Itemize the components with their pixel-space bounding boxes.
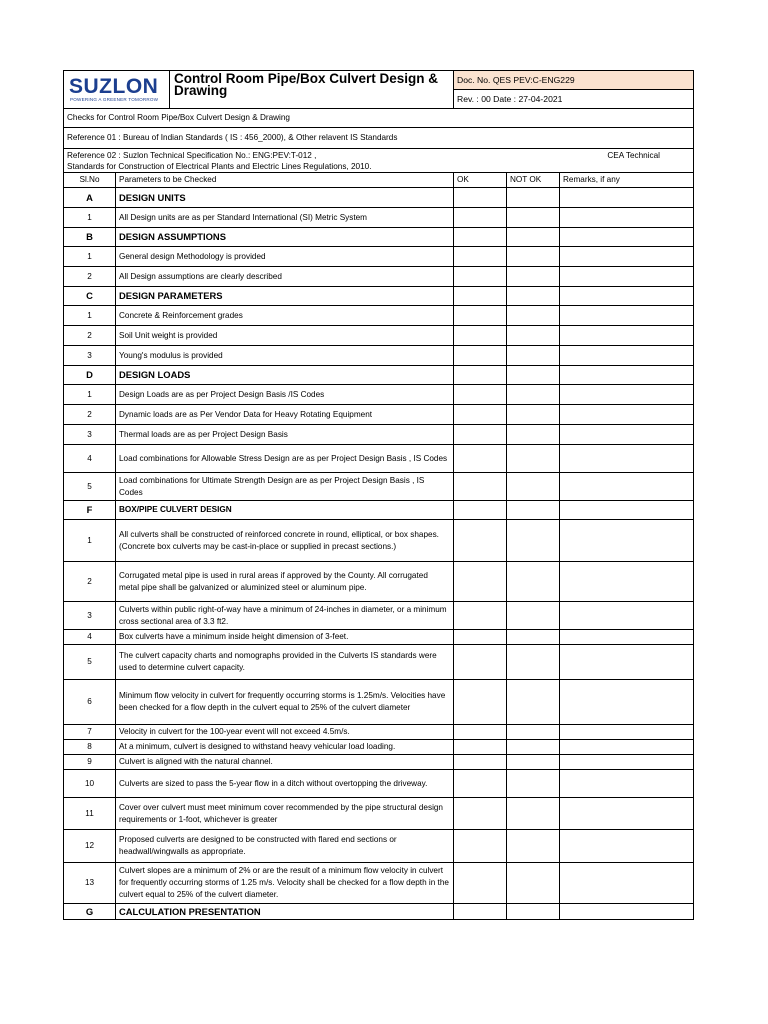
row-parameter: Thermal loads are as per Project Design Basis [116,425,454,445]
row-slno: 8 [64,740,116,755]
ok-check-cell[interactable] [454,645,507,680]
ok-check-cell[interactable] [454,904,507,920]
table-row [64,725,694,740]
table-row [64,680,694,725]
ok-check-cell[interactable] [454,267,507,287]
remarks-cell[interactable] [560,725,694,740]
remarks-cell[interactable] [560,326,694,346]
remarks-cell[interactable] [560,602,694,630]
col-not-ok: NOT OK [507,173,560,188]
table-row [64,602,694,630]
row-slno: 6 [64,680,116,725]
remarks-cell[interactable] [560,247,694,267]
col-parameters: Parameters to be Checked [116,173,454,188]
row-slno: 10 [64,770,116,798]
ok-check-cell[interactable] [454,562,507,602]
row-slno: F [64,501,116,520]
ok-check-cell[interactable] [454,680,507,725]
remarks-cell[interactable] [560,830,694,863]
ok-check-cell[interactable] [454,287,507,306]
row-slno: 2 [64,326,116,346]
reference-2-cell [64,149,694,173]
row-parameter: Corrugated metal pipe is used in rural areas if approved by the County. All corrugated metal pipe shall be galvanized or aluminized steel or aluminum pipe. [116,562,454,602]
section-row [64,228,694,247]
remarks-cell[interactable] [560,306,694,326]
not-ok-check-cell[interactable] [507,770,560,798]
not-ok-check-cell[interactable] [507,630,560,645]
ok-check-cell[interactable] [454,326,507,346]
ok-check-cell[interactable] [454,405,507,425]
table-row [64,326,694,346]
row-parameter: Culvert slopes are a minimum of 2% or are the result of a minimum flow velocity in culvert for frequently occurring storms of 1.25 m/s. Velocity shall be checked for a flow depth in the culvert equal to 25% of the culvert diameter. [116,863,454,904]
header-row-1 [64,71,694,90]
table-row [64,645,694,680]
not-ok-check-cell[interactable] [507,306,560,326]
section-title: CALCULATION PRESENTATION [116,904,454,920]
document-title: Control Room Pipe/Box Culvert Design & Drawing [174,71,439,98]
remarks-cell[interactable] [560,366,694,385]
row-parameter: Concrete & Reinforcement grades [116,306,454,326]
ok-check-cell[interactable] [454,385,507,405]
section-row [64,904,694,920]
not-ok-check-cell[interactable] [507,863,560,904]
not-ok-check-cell[interactable] [507,228,560,247]
ok-check-cell[interactable] [454,366,507,385]
row-slno: 12 [64,830,116,863]
ok-check-cell[interactable] [454,602,507,630]
reference-2-continuation: Standards for Construction of Electrical Plants and Electric Lines Regulations, 2010. [67,162,372,171]
remarks-cell[interactable] [560,228,694,247]
not-ok-check-cell[interactable] [507,520,560,562]
row-slno: C [64,287,116,306]
table-row [64,208,694,228]
row-slno: 1 [64,208,116,228]
row-parameter: Load combinations for Ultimate Strength Design are as per Project Design Basis , IS Codes [116,473,454,501]
remarks-cell[interactable] [560,520,694,562]
ok-check-cell[interactable] [454,740,507,755]
not-ok-check-cell[interactable] [507,287,560,306]
row-slno: 11 [64,798,116,830]
table-row [64,770,694,798]
not-ok-check-cell[interactable] [507,501,560,520]
not-ok-check-cell[interactable] [507,247,560,267]
row-parameter: Young's modulus is provided [116,346,454,366]
logo-wordmark: SUZLON [69,74,159,98]
header-title-block [64,71,454,109]
ok-check-cell[interactable] [454,208,507,228]
table-row [64,473,694,501]
reference-1-text: Reference 01 : Bureau of Indian Standards ( IS : 456_2000), & Other relavent IS Standards [64,128,694,149]
row-parameter: Culvert is aligned with the natural channel. [116,755,454,770]
not-ok-check-cell[interactable] [507,405,560,425]
not-ok-check-cell[interactable] [507,798,560,830]
row-slno: 4 [64,630,116,645]
remarks-cell[interactable] [560,188,694,208]
ok-check-cell[interactable] [454,445,507,473]
table-row [64,385,694,405]
ok-check-cell[interactable] [454,228,507,247]
row-parameter: Minimum flow velocity in culvert for frequently occurring storms is 1.25m/s. Velocities have been checked for a flow depth in the culvert equal to 25% of the culvert diameter [116,680,454,725]
not-ok-check-cell[interactable] [507,725,560,740]
table-row [64,306,694,326]
section-title: DESIGN ASSUMPTIONS [116,228,454,247]
table-row [64,520,694,562]
ok-check-cell[interactable] [454,520,507,562]
not-ok-check-cell[interactable] [507,740,560,755]
row-slno: 2 [64,562,116,602]
row-slno: 1 [64,385,116,405]
row-parameter: At a minimum, culvert is designed to withstand heavy vehicular load loading. [116,740,454,755]
not-ok-check-cell[interactable] [507,188,560,208]
row-parameter: Culverts are sized to pass the 5-year flow in a ditch without overtopping the driveway. [116,770,454,798]
remarks-cell[interactable] [560,798,694,830]
not-ok-check-cell[interactable] [507,680,560,725]
ok-check-cell[interactable] [454,630,507,645]
table-row [64,830,694,863]
row-slno: G [64,904,116,920]
table-row [64,346,694,366]
ok-check-cell[interactable] [454,188,507,208]
remarks-cell[interactable] [560,645,694,680]
ok-check-cell[interactable] [454,306,507,326]
ok-check-cell[interactable] [454,863,507,904]
row-parameter: All Design assumptions are clearly described [116,267,454,287]
row-slno: 2 [64,405,116,425]
remarks-cell[interactable] [560,473,694,501]
col-ok: OK [454,173,507,188]
row-slno: 7 [64,725,116,740]
not-ok-check-cell[interactable] [507,830,560,863]
row-slno: 2 [64,267,116,287]
row-slno: D [64,366,116,385]
row-slno: 13 [64,863,116,904]
row-parameter: General design Methodology is provided [116,247,454,267]
section-row [64,188,694,208]
remarks-cell[interactable] [560,680,694,725]
logo-tagline: POWERING A GREENER TOMORROW [70,96,159,102]
row-parameter: Cover over culvert must meet minimum cover recommended by the pipe structural design requirements or 1-foot, whichever is greater [116,798,454,830]
table-row [64,562,694,602]
column-header-row [64,173,694,188]
not-ok-check-cell[interactable] [507,326,560,346]
section-title: DESIGN LOADS [116,366,454,385]
section-row [64,501,694,520]
doc-number: Doc. No. QES PEV:C-ENG229 [454,71,694,90]
checks-for-row [64,109,694,128]
col-remarks: Remarks, if any [560,173,694,188]
row-parameter: Load combinations for Allowable Stress Design are as per Project Design Basis , IS Codes [116,445,454,473]
section-title: DESIGN UNITS [116,188,454,208]
section-title: BOX/PIPE CULVERT DESIGN [116,501,454,520]
row-parameter: Design Loads are as per Project Design Basis /IS Codes [116,385,454,405]
ok-check-cell[interactable] [454,501,507,520]
checklist-table [63,70,694,920]
table-row [64,405,694,425]
ok-check-cell[interactable] [454,425,507,445]
table-row [64,267,694,287]
table-row [64,425,694,445]
row-parameter: The culvert capacity charts and nomographs provided in the Culverts IS standards were used to determine culvert capacity. [116,645,454,680]
row-parameter: Culverts within public right-of-way have a minimum of 24-inches in diameter, or a minimum cross sectional area of 3.3 ft2. [116,602,454,630]
checks-for-text: Checks for Control Room Pipe/Box Culvert Design & Drawing [64,109,694,128]
row-slno: B [64,228,116,247]
remarks-cell[interactable] [560,501,694,520]
row-slno: 1 [64,306,116,326]
row-slno: 5 [64,645,116,680]
remarks-cell[interactable] [560,562,694,602]
col-slno: Sl.No [64,173,116,188]
table-row [64,863,694,904]
remarks-cell[interactable] [560,770,694,798]
row-slno: 4 [64,445,116,473]
not-ok-check-cell[interactable] [507,755,560,770]
not-ok-check-cell[interactable] [507,208,560,228]
ok-check-cell[interactable] [454,247,507,267]
remarks-cell[interactable] [560,346,694,366]
row-parameter: Box culverts have a minimum inside height dimension of 3-feet. [116,630,454,645]
not-ok-check-cell[interactable] [507,346,560,366]
row-parameter: All culverts shall be constructed of reinforced concrete in round, elliptical, or box shapes. (Concrete box culverts may be cast-in-place or supplied in precast sections.) [116,520,454,562]
row-slno: 3 [64,346,116,366]
not-ok-check-cell[interactable] [507,562,560,602]
row-parameter: All Design units are as per Standard International (SI) Metric System [116,208,454,228]
ok-check-cell[interactable] [454,346,507,366]
row-slno: A [64,188,116,208]
not-ok-check-cell[interactable] [507,904,560,920]
remarks-cell[interactable] [560,904,694,920]
row-slno: 3 [64,602,116,630]
remarks-cell[interactable] [560,385,694,405]
table-row [64,247,694,267]
remarks-cell[interactable] [560,208,694,228]
not-ok-check-cell[interactable] [507,425,560,445]
checklist-sheet [63,70,693,920]
remarks-cell[interactable] [560,267,694,287]
remarks-cell[interactable] [560,630,694,645]
ok-check-cell[interactable] [454,473,507,501]
reference-2-text: Reference 02 : Suzlon Technical Specification No.: ENG:PEV:T-012 , [67,151,317,160]
section-title: DESIGN PARAMETERS [116,287,454,306]
row-parameter: Soil Unit weight is provided [116,326,454,346]
section-row [64,287,694,306]
ok-check-cell[interactable] [454,770,507,798]
ok-check-cell[interactable] [454,725,507,740]
row-slno: 1 [64,520,116,562]
reference-1-row [64,128,694,149]
not-ok-check-cell[interactable] [507,445,560,473]
section-row [64,366,694,385]
ok-check-cell[interactable] [454,798,507,830]
row-parameter: Dynamic loads are as Per Vendor Data for Heavy Rotating Equipment [116,405,454,425]
not-ok-check-cell[interactable] [507,267,560,287]
remarks-cell[interactable] [560,445,694,473]
reference-2-row [64,149,694,173]
row-slno: 1 [64,247,116,267]
not-ok-check-cell[interactable] [507,385,560,405]
remarks-cell[interactable] [560,287,694,306]
row-slno: 5 [64,473,116,501]
suzlon-logo [64,71,170,108]
row-slno: 9 [64,755,116,770]
table-row [64,798,694,830]
reference-2-cea: CEA Technical [607,151,661,160]
table-row [64,630,694,645]
not-ok-check-cell[interactable] [507,366,560,385]
remarks-cell[interactable] [560,740,694,755]
revision-date: Rev. : 00 Date : 27-04-2021 [454,90,694,109]
not-ok-check-cell[interactable] [507,602,560,630]
row-parameter: Velocity in culvert for the 100-year event will not exceed 4.5m/s. [116,725,454,740]
remarks-cell[interactable] [560,405,694,425]
remarks-cell[interactable] [560,425,694,445]
ok-check-cell[interactable] [454,830,507,863]
table-row [64,445,694,473]
row-slno: 3 [64,425,116,445]
not-ok-check-cell[interactable] [507,645,560,680]
table-row [64,755,694,770]
remarks-cell[interactable] [560,863,694,904]
not-ok-check-cell[interactable] [507,473,560,501]
table-row [64,740,694,755]
ok-check-cell[interactable] [454,755,507,770]
row-parameter: Proposed culverts are designed to be constructed with flared end sections or headwall/wingwalls as appropriate. [116,830,454,863]
remarks-cell[interactable] [560,755,694,770]
